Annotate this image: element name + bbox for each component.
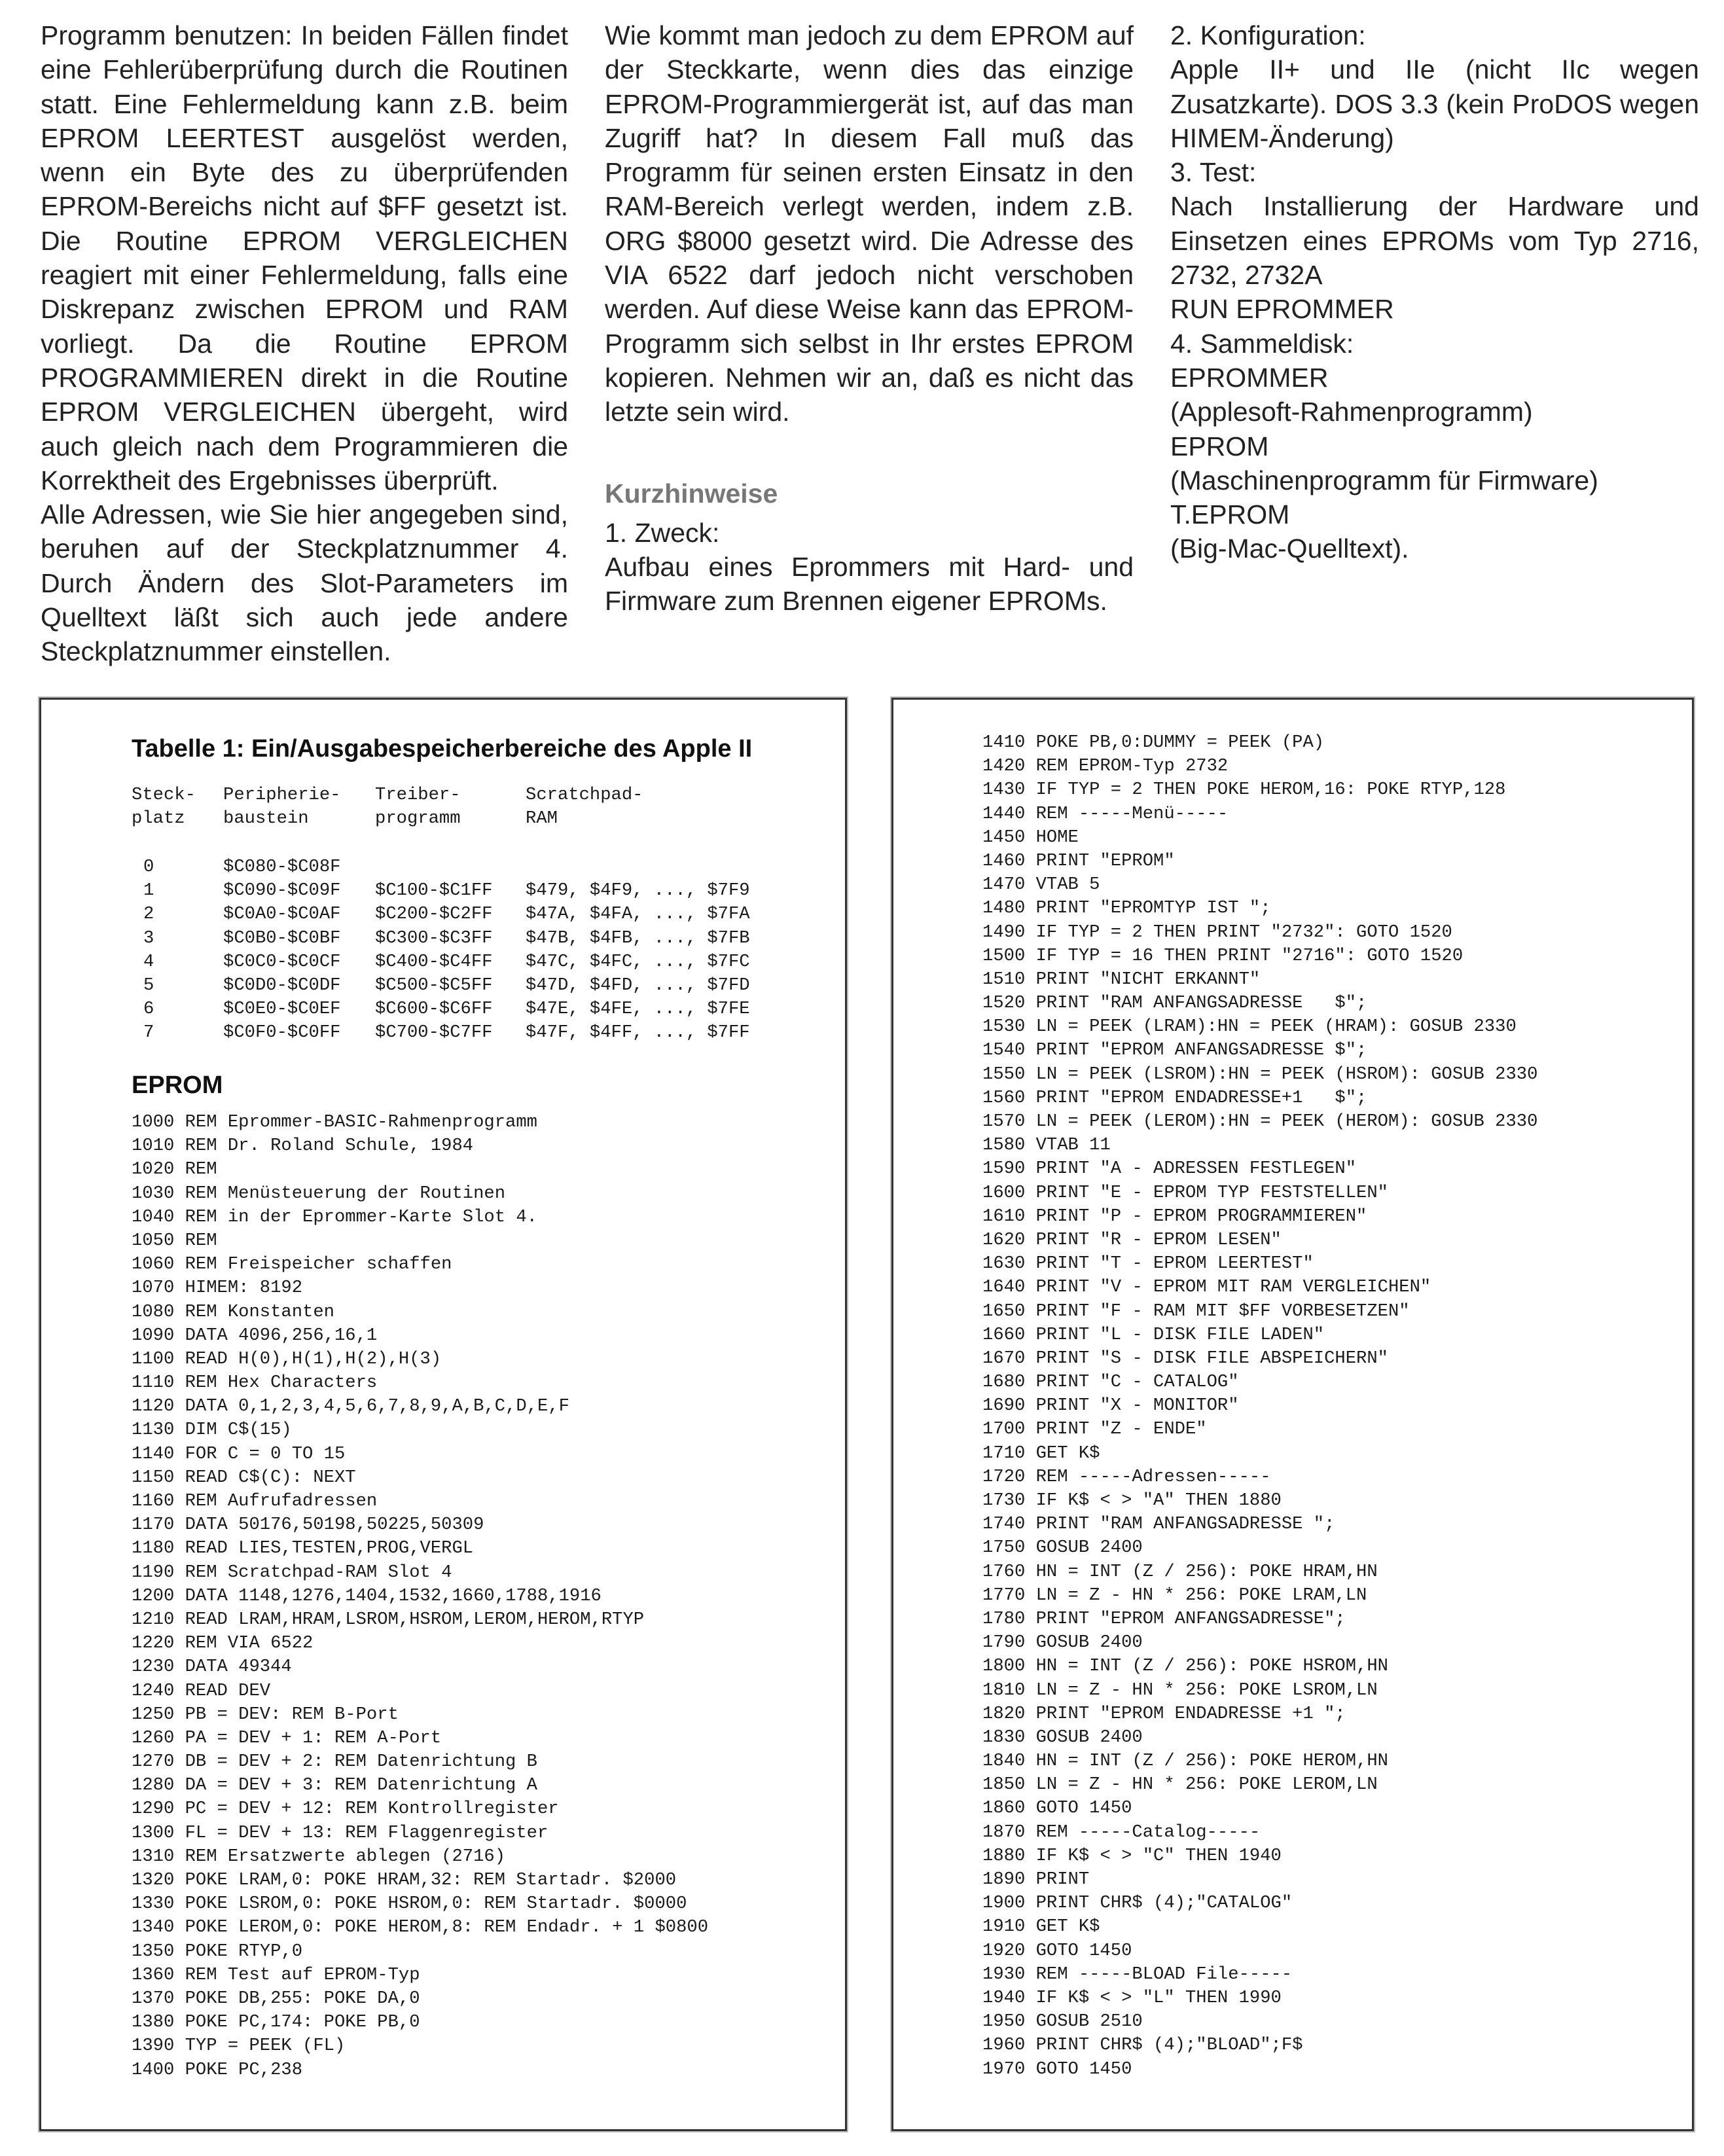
code-line: 1360 REM Test auf EPROM-Typ bbox=[132, 1964, 420, 1985]
code-line: 1370 POKE DB,255: POKE DA,0 bbox=[132, 1988, 420, 2009]
code-line: 1190 REM Scratchpad-RAM Slot 4 bbox=[132, 1562, 452, 1583]
code-listing-left bbox=[132, 1111, 708, 2082]
code-line: 1570 LN = PEEK (LEROM):HN = PEEK (HEROM): GOSUB 2330 bbox=[982, 1111, 1538, 1132]
code-line: 1250 PB = DEV: REM B-Port bbox=[132, 1704, 399, 1725]
table-header-cell: Steck- bbox=[132, 785, 196, 805]
code-line: 1630 PRINT "T - EPROM LEERTEST" bbox=[982, 1253, 1314, 1274]
code-line: 1530 LN = PEEK (LRAM):HN = PEEK (HRAM): GOSUB 2330 bbox=[982, 1016, 1517, 1037]
code-line: 1650 PRINT "F - RAM MIT $FF VORBESETZEN" bbox=[982, 1301, 1410, 1321]
code-line: 1420 REM EPROM-Typ 2732 bbox=[982, 756, 1229, 777]
code-line: 1950 GOSUB 2510 bbox=[982, 2011, 1143, 2032]
kurz-item-label: 1. Zweck: bbox=[605, 517, 720, 548]
code-line: 1700 PRINT "Z - ENDE" bbox=[982, 1419, 1207, 1440]
table-cell: $C090-$C09F bbox=[223, 880, 341, 901]
kurz-line: Nach Installierung der Hardware und Einsetzen eines EPROMs vom Typ 2716, 2732, 2732A bbox=[1170, 191, 1699, 291]
article-paragraph: Programm benutzen: In beiden Fällen findet eine Fehlerüberprüfung durch die Routinen statt. Eine Fehlermeldung kann z.B. beim EPROM LEERTEST ausgelöst werden, wenn ein Byte des zu überprüfenden EPROM-Bereichs nicht auf $FF gesetzt ist. Die Routine EPROM VERGLEICHEN reagiert mit einer Fehlermeldung, falls eine Diskrepanz zwischen EPROM und RAM vorliegt. Da die Routine EPROM PROGRAMMIEREN direkt in die Routine EPROM VERGLEICHEN übergeht, wird auch gleich nach dem Programmieren die Korrektheit des Ergebnisses überprüft. bbox=[41, 20, 568, 495]
article-column-3 bbox=[1170, 18, 1699, 566]
table-cell: $47F, $4FF, ..., $7FF bbox=[526, 1022, 750, 1043]
code-line: 1640 PRINT "V - EPROM MIT RAM VERGLEICHEN" bbox=[982, 1277, 1431, 1298]
table-cell: 3 bbox=[143, 927, 154, 948]
code-line: 1910 GET K$ bbox=[982, 1916, 1100, 1937]
table-cell: 2 bbox=[143, 904, 154, 925]
table-header-cell: baustein bbox=[223, 808, 309, 829]
code-line: 1260 PA = DEV + 1: REM A-Port bbox=[132, 1727, 442, 1748]
table-cell: 1 bbox=[143, 880, 154, 901]
code-line: 1560 PRINT "EPROM ENDADRESSE+1 $"; bbox=[982, 1087, 1367, 1108]
table-cell: $C0B0-$C0BF bbox=[223, 927, 341, 948]
code-line: 1690 PRINT "X - MONITOR" bbox=[982, 1395, 1239, 1416]
code-line: 1480 PRINT "EPROMTYP IST "; bbox=[982, 898, 1271, 919]
code-line: 1020 REM bbox=[132, 1159, 217, 1180]
code-line: 1090 DATA 4096,256,16,1 bbox=[132, 1325, 378, 1346]
table-cell: $C500-$C5FF bbox=[375, 975, 493, 996]
table-cell: $C600-$C6FF bbox=[375, 999, 493, 1020]
table-header-cell: RAM bbox=[526, 808, 558, 829]
section-heading-kurzhinweise: Kurzhinweise bbox=[605, 478, 778, 509]
code-line: 1220 REM VIA 6522 bbox=[132, 1633, 314, 1654]
code-line: 1840 HN = INT (Z / 256): POKE HEROM,HN bbox=[982, 1751, 1388, 1772]
kurz-line: EPROMMER bbox=[1170, 362, 1329, 393]
code-line: 1670 PRINT "S - DISK FILE ABSPEICHERN" bbox=[982, 1348, 1388, 1369]
table-cell: 4 bbox=[143, 951, 154, 972]
code-line: 1850 LN = Z - HN * 256: POKE LEROM,LN bbox=[982, 1774, 1378, 1795]
code-line: 1140 FOR C = 0 TO 15 bbox=[132, 1443, 346, 1464]
code-line: 1740 PRINT "RAM ANFANGSADRESSE "; bbox=[982, 1514, 1335, 1535]
code-line: 1800 HN = INT (Z / 256): POKE HSROM,HN bbox=[982, 1656, 1388, 1677]
table-cell: $47E, $4FE, ..., $7FE bbox=[526, 999, 750, 1020]
code-line: 1410 POKE PB,0:DUMMY = PEEK (PA) bbox=[982, 732, 1325, 753]
table-header-cell: platz bbox=[132, 808, 185, 829]
kurz-item-text: Aufbau eines Eprommers mit Hard- und Firmware zum Brennen eigener EPROMs. bbox=[605, 551, 1134, 617]
table-cell: 7 bbox=[143, 1022, 154, 1043]
code-line: 1300 FL = DEV + 13: REM Flaggenregister bbox=[132, 1822, 548, 1843]
code-line: 1550 LN = PEEK (LSROM):HN = PEEK (HSROM): GOSUB 2330 bbox=[982, 1064, 1538, 1085]
article-column-2 bbox=[605, 18, 1134, 618]
code-line: 1070 HIMEM: 8192 bbox=[132, 1278, 303, 1299]
table-header-cell: Treiber- bbox=[375, 785, 461, 805]
code-line: 1770 LN = Z - HN * 256: POKE LRAM,LN bbox=[982, 1585, 1367, 1606]
code-line: 1310 REM Ersatzwerte ablegen (2716) bbox=[132, 1846, 506, 1867]
table-cell: $C0F0-$C0FF bbox=[223, 1022, 341, 1043]
code-line: 1290 PC = DEV + 12: REM Kontrollregister bbox=[132, 1799, 559, 1820]
code-listing-right bbox=[982, 731, 1537, 2081]
table-cell: $47C, $4FC, ..., $7FC bbox=[526, 951, 750, 972]
table-cell: $C080-$C08F bbox=[223, 857, 341, 877]
table-cell: $C300-$C3FF bbox=[375, 927, 493, 948]
code-line: 1350 POKE RTYP,0 bbox=[132, 1941, 303, 1962]
table-cell: $47A, $4FA, ..., $7FA bbox=[526, 904, 750, 925]
code-line: 1470 VTAB 5 bbox=[982, 874, 1100, 895]
article-column-1 bbox=[41, 18, 568, 669]
table-cell: 5 bbox=[143, 975, 154, 996]
code-line: 1150 READ C$(C): NEXT bbox=[132, 1467, 356, 1488]
code-line: 1610 PRINT "P - EPROM PROGRAMMIEREN" bbox=[982, 1206, 1367, 1227]
code-line: 1100 READ H(0),H(1),H(2),H(3) bbox=[132, 1348, 442, 1369]
code-line: 1430 IF TYP = 2 THEN POKE HEROM,16: POKE RTYP,128 bbox=[982, 780, 1506, 800]
code-line: 1710 GET K$ bbox=[982, 1443, 1100, 1464]
code-line: 1600 PRINT "E - EPROM TYP FESTSTELLEN" bbox=[982, 1182, 1388, 1203]
code-line: 1270 DB = DEV + 2: REM Datenrichtung B bbox=[132, 1752, 537, 1772]
code-line: 1460 PRINT "EPROM" bbox=[982, 850, 1175, 871]
table-cell: 0 bbox=[143, 857, 154, 877]
kurz-line: (Big-Mac-Quelltext). bbox=[1170, 533, 1409, 564]
code-line: 1580 VTAB 11 bbox=[982, 1135, 1111, 1156]
code-line: 1110 REM Hex Characters bbox=[132, 1373, 378, 1393]
kurz-line: T.EPROM bbox=[1170, 499, 1290, 530]
code-line: 1860 GOTO 1450 bbox=[982, 1798, 1132, 1819]
code-line: 1180 READ LIES,TESTEN,PROG,VERGL bbox=[132, 1538, 474, 1559]
code-line: 1510 PRINT "NICHT ERKANNT" bbox=[982, 969, 1261, 990]
code-line: 1960 PRINT CHR$ (4);"BLOAD";F$ bbox=[982, 2035, 1303, 2056]
article-paragraph: Alle Adressen, wie Sie hier angegeben sind, beruhen auf der Steckplatznummer 4. Durch Ändern des Slot-Parameters im Quelltext läßt sich auch jede andere Steckplatznummer einstellen. bbox=[41, 499, 568, 667]
code-line: 1820 PRINT "EPROM ENDADRESSE +1 "; bbox=[982, 1703, 1346, 1724]
code-line: 1970 GOTO 1450 bbox=[982, 2058, 1132, 2079]
code-line: 1160 REM Aufrufadressen bbox=[132, 1491, 378, 1511]
code-line: 1390 TYP = PEEK (FL) bbox=[132, 2036, 346, 2057]
table-cell: $47D, $4FD, ..., $7FD bbox=[526, 975, 750, 996]
code-line: 1540 PRINT "EPROM ANFANGSADRESSE $"; bbox=[982, 1040, 1367, 1061]
code-line: 1750 GOSUB 2400 bbox=[982, 1537, 1143, 1558]
table-cell: $C0D0-$C0DF bbox=[223, 975, 341, 996]
code-line: 1050 REM bbox=[132, 1230, 217, 1251]
code-line: 1130 DIM C$(15) bbox=[132, 1420, 292, 1441]
code-line: 1170 DATA 50176,50198,50225,50309 bbox=[132, 1515, 484, 1536]
table-title: Tabelle 1: Ein/Ausgabespeicherbereiche des Apple II bbox=[132, 735, 753, 763]
code-line: 1620 PRINT "R - EPROM LESEN" bbox=[982, 1229, 1282, 1250]
code-line: 1500 IF TYP = 16 THEN PRINT "2716": GOTO 1520 bbox=[982, 945, 1464, 966]
section-heading-eprom: EPROM bbox=[132, 1071, 223, 1099]
kurz-line: RUN EPROMMER bbox=[1170, 294, 1394, 325]
code-line: 1080 REM Konstanten bbox=[132, 1301, 334, 1322]
kurz-line: Apple II+ und IIe (nicht IIc wegen Zusatzkarte). DOS 3.3 (kein ProDOS wegen HIMEM-Änderung) bbox=[1170, 54, 1699, 153]
code-line: 1940 IF K$ < > "L" THEN 1990 bbox=[982, 1987, 1282, 2008]
article-paragraph: Wie kommt man jedoch zu dem EPROM auf der Steckkarte, wenn dies das einzige EPROM-Programmiergerät ist, auf das man Zugriff hat? In diesem Fall muß das Programm für seinen ersten Einsatz in den RAM-Bereich verlegt werden, indem z.B. ORG $8000 gesetzt wird. Die Adresse des VIA 6522 darf jedoch nicht verschoben werden. Auf diese Weise kann das EPROM-Programm sich selbst in Ihr erstes EPROM kopieren. Nehmen wir an, daß es nicht das letzte sein wird. bbox=[605, 20, 1134, 427]
code-line: 1930 REM -----BLOAD File----- bbox=[982, 1964, 1293, 1985]
code-line: 1000 REM Eprommer-BASIC-Rahmenprogramm bbox=[132, 1112, 537, 1132]
code-line: 1340 POKE LEROM,0: POKE HEROM,8: REM Endadr. + 1 $0800 bbox=[132, 1917, 709, 1938]
table-cell: $479, $4F9, ..., $7F9 bbox=[526, 880, 750, 901]
table-cell: $C400-$C4FF bbox=[375, 951, 493, 972]
code-line: 1780 PRINT "EPROM ANFANGSADRESSE"; bbox=[982, 1608, 1346, 1629]
code-line: 1210 READ LRAM,HRAM,LSROM,HSROM,LEROM,HEROM,RTYP bbox=[132, 1609, 645, 1630]
table-cell: $C100-$C1FF bbox=[375, 880, 493, 901]
kurz-line: EPROM bbox=[1170, 431, 1269, 461]
code-line: 1010 REM Dr. Roland Schule, 1984 bbox=[132, 1136, 474, 1157]
code-line: 1590 PRINT "A - ADRESSEN FESTLEGEN" bbox=[982, 1159, 1357, 1179]
table-header-cell: programm bbox=[375, 808, 461, 829]
kurz-line: (Applesoft-Rahmenprogramm) bbox=[1170, 397, 1533, 427]
kurz-line: 4. Sammeldisk: bbox=[1170, 328, 1354, 359]
table-cell: $C700-$C7FF bbox=[375, 1022, 493, 1043]
code-line: 1810 LN = Z - HN * 256: POKE LSROM,LN bbox=[982, 1680, 1378, 1700]
code-line: 1660 PRINT "L - DISK FILE LADEN" bbox=[982, 1324, 1325, 1345]
code-line: 1520 PRINT "RAM ANFANGSADRESSE $"; bbox=[982, 993, 1367, 1014]
code-line: 1400 POKE PC,238 bbox=[132, 2059, 303, 2080]
kurz-line: 2. Konfiguration: bbox=[1170, 20, 1366, 50]
code-line: 1320 POKE LRAM,0: POKE HRAM,32: REM Startadr. $2000 bbox=[132, 1870, 677, 1890]
code-line: 1040 REM in der Eprommer-Karte Slot 4. bbox=[132, 1206, 537, 1227]
code-line: 1900 PRINT CHR$ (4);"CATALOG" bbox=[982, 1893, 1293, 1914]
code-line: 1730 IF K$ < > "A" THEN 1880 bbox=[982, 1490, 1282, 1511]
code-line: 1240 READ DEV bbox=[132, 1680, 271, 1701]
code-line: 1230 DATA 49344 bbox=[132, 1657, 292, 1678]
code-line: 1760 HN = INT (Z / 256): POKE HRAM,HN bbox=[982, 1561, 1378, 1582]
code-line: 1200 DATA 1148,1276,1404,1532,1660,1788,1916 bbox=[132, 1585, 602, 1606]
kurz-line: (Maschinenprogramm für Firmware) bbox=[1170, 465, 1598, 495]
table-header-cell: Peripherie- bbox=[223, 785, 341, 805]
listing-box-left bbox=[39, 698, 847, 2131]
kurz-line: 3. Test: bbox=[1170, 157, 1257, 188]
table-cell: 6 bbox=[143, 999, 154, 1020]
code-line: 1120 DATA 0,1,2,3,4,5,6,7,8,9,A,B,C,D,E,F bbox=[132, 1396, 569, 1417]
code-line: 1790 GOSUB 2400 bbox=[982, 1632, 1143, 1653]
code-line: 1380 POKE PC,174: POKE PB,0 bbox=[132, 2012, 420, 2033]
table-cell: $C0C0-$C0CF bbox=[223, 951, 341, 972]
table-cell: $C0E0-$C0EF bbox=[223, 999, 341, 1020]
code-line: 1330 POKE LSROM,0: POKE HSROM,0: REM Startadr. $0000 bbox=[132, 1894, 687, 1914]
table-header-cell: Scratchpad- bbox=[526, 785, 643, 805]
table-cell: $C200-$C2FF bbox=[375, 904, 493, 925]
table-cell: $C0A0-$C0AF bbox=[223, 904, 341, 925]
code-line: 1030 REM Menüsteuerung der Routinen bbox=[132, 1183, 506, 1204]
code-line: 1920 GOTO 1450 bbox=[982, 1940, 1132, 1961]
code-line: 1680 PRINT "C - CATALOG" bbox=[982, 1372, 1239, 1393]
listing-box-right bbox=[891, 698, 1694, 2131]
spacer bbox=[605, 511, 1134, 516]
code-line: 1890 PRINT bbox=[982, 1869, 1090, 1890]
code-line: 1720 REM -----Adressen----- bbox=[982, 1466, 1271, 1487]
code-line: 1880 IF K$ < > "C" THEN 1940 bbox=[982, 1845, 1282, 1866]
code-line: 1830 GOSUB 2400 bbox=[982, 1727, 1143, 1748]
table-cell: $47B, $4FB, ..., $7FB bbox=[526, 927, 750, 948]
code-line: 1490 IF TYP = 2 THEN PRINT "2732": GOTO 1520 bbox=[982, 922, 1452, 943]
spacer bbox=[605, 429, 1134, 476]
code-line: 1060 REM Freispeicher schaffen bbox=[132, 1254, 452, 1275]
code-line: 1870 REM -----Catalog----- bbox=[982, 1822, 1261, 1842]
code-line: 1280 DA = DEV + 3: REM Datenrichtung A bbox=[132, 1775, 537, 1796]
code-line: 1440 REM -----Menü----- bbox=[982, 803, 1229, 824]
code-line: 1450 HOME bbox=[982, 827, 1079, 848]
